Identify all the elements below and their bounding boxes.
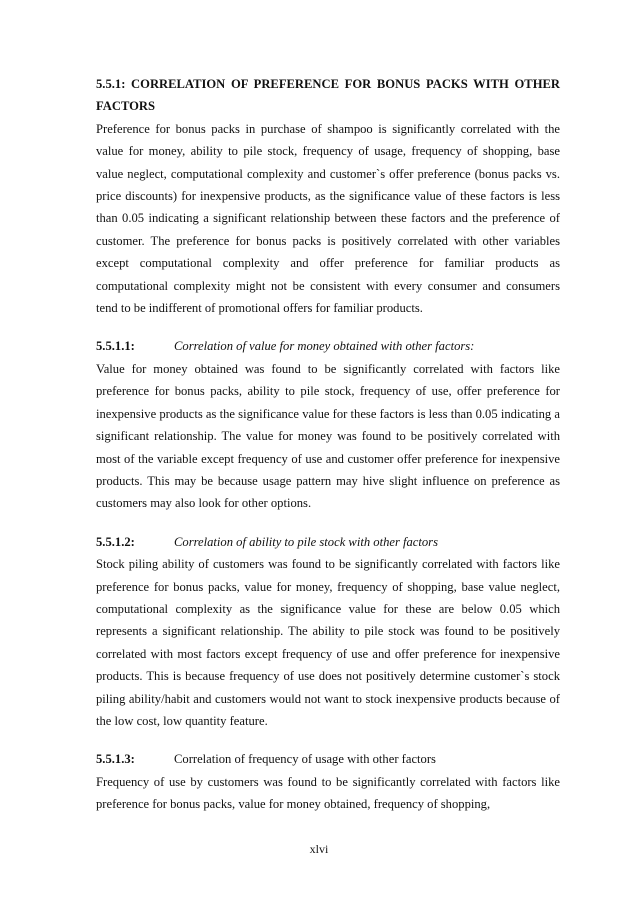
page-number: xlvi bbox=[309, 842, 329, 856]
subsection-title: Correlation of value for money obtained with other factors: bbox=[174, 339, 475, 354]
subsection-body-3: Frequency of use by customers was found to be significantly correlated with factors like preference for bonus packs, value for money obtained, frequency of shopping, bbox=[96, 774, 560, 812]
spacer bbox=[96, 515, 560, 531]
spacer bbox=[96, 319, 560, 335]
subsection-number: 5.5.1.3: bbox=[96, 752, 135, 767]
subsection-heading-1 bbox=[96, 335, 560, 357]
section-heading: 5.5.1: CORRELATION OF PREFERENCE FOR BONUS PACKS WITH OTHER FACTORS bbox=[96, 77, 560, 114]
subsection-body-1: Value for money obtained was found to be significantly correlated with factors like preference for bonus packs, ability to pile stock, frequency of use, offer preference for inexpensive products as the significance value for these factors is less than 0.05 indicating a significant relationship. The value for money was found to be positively correlated with most of the variable except frequency of use and customer offer preference for inexpensive products. This may be because usage pattern may hive slight influence on preference as customers may also look for other options. bbox=[96, 361, 560, 511]
subsection-heading-3 bbox=[96, 748, 560, 770]
subsection-heading-2 bbox=[96, 531, 560, 553]
page-content bbox=[96, 73, 560, 816]
subsection-body-2: Stock piling ability of customers was found to be significantly correlated with factors like preference for bonus packs, value for money, frequency of shopping, base value neglect, computational complexity as the significance value for these are below 0.05 which represents a significant relationship. The ability to pile stock was found to be positively correlated with most factors except frequency of use and offer preference for inexpensive products. This is because frequency of use does not positively determine customer`s stock piling ability/habit and customers would not want to stock inexpensive products because of the low cost, low quantity feature. bbox=[96, 557, 560, 728]
subsection-title: Correlation of frequency of usage with other factors bbox=[174, 752, 436, 767]
subsection-number: 5.5.1.1: bbox=[96, 339, 135, 354]
subsection-number: 5.5.1.2: bbox=[96, 534, 135, 549]
intro-paragraph: Preference for bonus packs in purchase of shampoo is significantly correlated with the value for money, ability to pile stock, frequency of usage, frequency of shopping, base value neglect, computational complexity and customer`s offer preference (bonus packs vs. price discounts) for inexpensive products, as the significance value of these factors is less than 0.05 indicating a significant relationship between these factors and the preference of customer. The preference for bonus packs is positively correlated with other variables except computational complexity and offer preference for familiar products as computational complexity might not be consistent with every consumer and consumers tend to be indifferent of promotional offers for familiar products. bbox=[96, 121, 560, 316]
spacer bbox=[96, 732, 560, 748]
subsection-title: Correlation of ability to pile stock with other factors bbox=[174, 534, 438, 549]
